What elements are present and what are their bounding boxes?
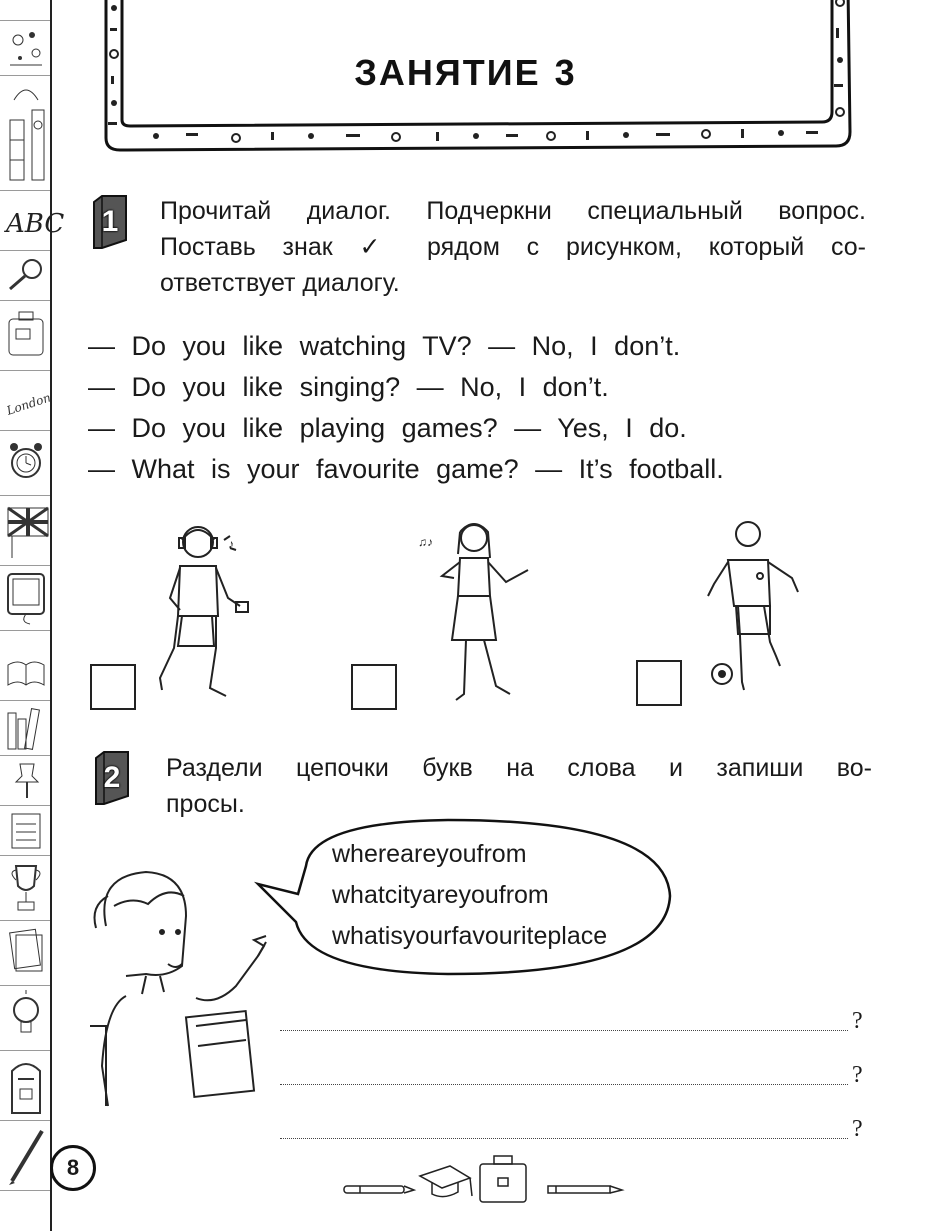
notebook-icon <box>6 810 46 852</box>
pen-icon <box>6 1125 46 1185</box>
instruction-line: Раздели цепочки букв на слова и запиши во- <box>166 754 872 782</box>
sidebar-ruling <box>0 630 50 631</box>
task-2-number: 2 <box>103 761 121 794</box>
sidebar-ruling <box>0 190 50 191</box>
task-2-badge <box>94 752 130 804</box>
graduation-cap-icon <box>420 1166 472 1197</box>
london-sign-icon <box>4 375 53 425</box>
sidebar-ruling <box>0 300 50 301</box>
picture-1-checkbox[interactable] <box>90 664 136 710</box>
lesson-title <box>0 52 931 94</box>
alarm-clock-icon <box>6 435 46 490</box>
sidebar-ruling <box>0 20 50 21</box>
task-1-instruction <box>160 193 866 301</box>
sidebar-ruling <box>0 920 50 921</box>
dialog-line: — What is your favourite game? — It’s football. <box>88 454 724 484</box>
boy-listening-music-picture <box>150 518 260 708</box>
task-1-number: 1 <box>101 205 119 238</box>
sidebar-ruling <box>0 1190 50 1191</box>
footer-decoration <box>340 1150 630 1210</box>
instruction-line: Поставь знак ✓ рядом с рисунком, который со- <box>160 233 866 261</box>
books-icon <box>6 705 46 753</box>
trophy-icon <box>6 860 46 915</box>
svg-text:♫♪: ♫♪ <box>418 535 433 549</box>
dialog-block <box>88 326 788 490</box>
sidebar-ruling <box>0 250 50 251</box>
big-ben-icon <box>6 80 46 185</box>
postbox-icon <box>6 1055 46 1117</box>
dialog-line: — Do you like playing games? — Yes, I do. <box>88 413 687 443</box>
girl-with-book-picture <box>86 866 286 1106</box>
letter-chain: whatisyourfavouriteplace <box>332 922 608 950</box>
dialog-line: — Do you like singing? — No, I don’t. <box>88 372 609 402</box>
answer-line-1[interactable] <box>280 1030 848 1031</box>
sidebar-ruling <box>0 1120 50 1121</box>
boy-playing-football-picture <box>700 516 810 706</box>
sidebar-ruling <box>0 370 50 371</box>
left-decorative-sidebar <box>0 0 65 1231</box>
sidebar-ruling <box>0 565 50 566</box>
task-2-instruction <box>166 750 872 822</box>
picture-2-checkbox[interactable] <box>351 664 397 710</box>
sidebar-ruling <box>0 855 50 856</box>
sidebar-ruling <box>0 805 50 806</box>
briefcase-icon <box>480 1156 526 1202</box>
letter-chain: whereareyoufrom <box>332 840 527 868</box>
pushpin-icon <box>6 760 46 802</box>
sidebar-ruling <box>0 755 50 756</box>
page-number: 8 <box>50 1145 96 1191</box>
tablet-icon <box>6 570 46 625</box>
answer-question-mark: ? <box>852 1116 863 1142</box>
sidebar-border <box>50 0 52 1231</box>
svg-text:♪: ♪ <box>228 537 234 551</box>
answer-line-3[interactable] <box>280 1138 848 1139</box>
magnifier-icon <box>6 255 46 295</box>
letter-chain: whatcityareyoufrom <box>332 881 549 909</box>
answer-question-mark: ? <box>852 1008 863 1034</box>
cards-icon <box>6 925 46 980</box>
dialog-line: — Do you like watching TV? — No, I don’t. <box>88 331 681 361</box>
sidebar-ruling <box>0 430 50 431</box>
girl-singing-picture <box>416 518 536 708</box>
abc-letters-icon <box>6 198 65 243</box>
instruction-line: просы. <box>166 790 245 818</box>
answer-question-mark: ? <box>852 1062 863 1088</box>
pencil-icon <box>548 1186 622 1193</box>
lesson-title-word: ЗАНЯТИЕ <box>354 52 541 93</box>
instruction-line: Прочитай диалог. Подчеркни специальный вопрос. <box>160 197 866 225</box>
instruction-line: ответствует диалогу. <box>160 269 400 297</box>
svg-text:ABC: ABC <box>6 209 65 239</box>
task-1-badge <box>92 196 128 248</box>
svg-text:London: London <box>4 390 53 418</box>
suitcase-icon <box>6 305 46 365</box>
sidebar-ruling <box>0 700 50 701</box>
lesson-number: 3 <box>554 52 577 93</box>
answer-line-2[interactable] <box>280 1084 848 1085</box>
light-bulb-icon <box>6 990 46 1045</box>
sidebar-ruling <box>0 985 50 986</box>
picture-3-checkbox[interactable] <box>636 660 682 706</box>
union-jack-icon <box>6 500 46 560</box>
open-book-icon <box>6 635 46 695</box>
sidebar-ruling <box>0 495 50 496</box>
letter-chains <box>332 834 607 957</box>
sidebar-ruling <box>0 1050 50 1051</box>
pen-icon <box>344 1186 414 1193</box>
